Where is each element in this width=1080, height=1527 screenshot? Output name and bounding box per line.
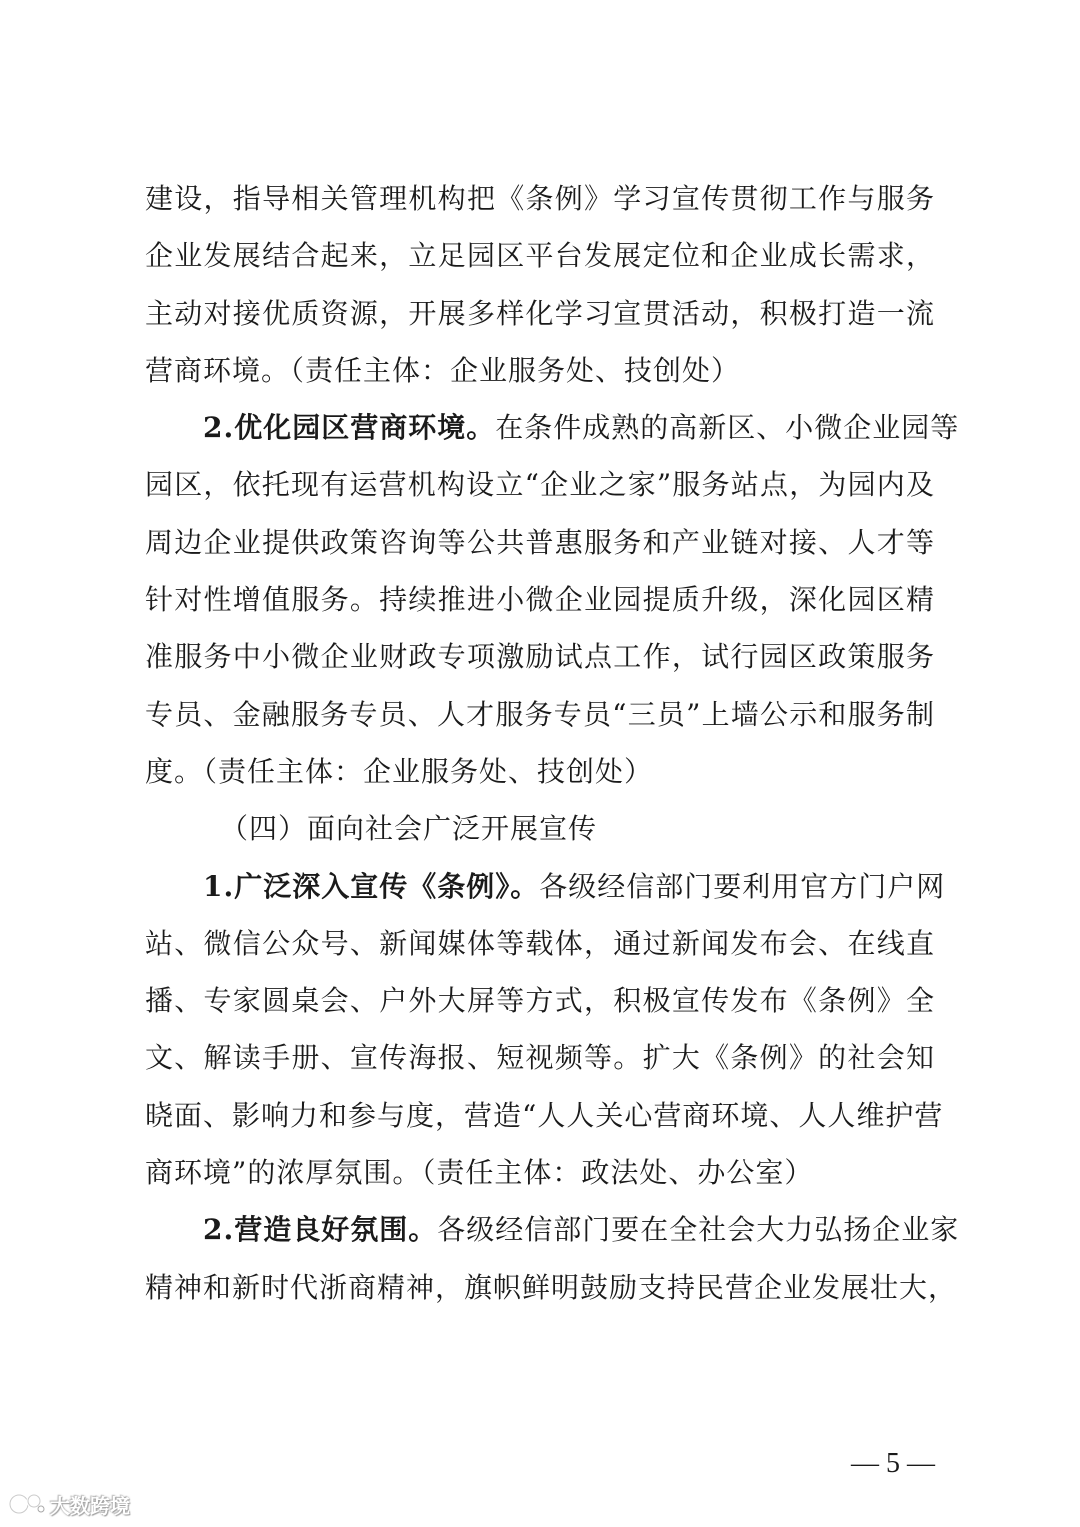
page-number: — 5 — (851, 1448, 935, 1479)
text-line: 企业发展结合起来，立足园区平台发展定位和企业成长需求， (145, 239, 935, 273)
paragraph-heading: 2.优化园区营商环境。 (203, 411, 496, 445)
text-line: 针对性增值服务。持续推进小微企业园提质升级，深化园区精 (145, 583, 935, 617)
paragraph-text: 各级经信部门要利用官方门户网 (539, 869, 946, 903)
text-line: 精神和新时代浙商精神，旗帜鲜明鼓励支持民营企业发展壮大， (145, 1270, 958, 1304)
paragraph-heading: 2.营造良好氛围。 (203, 1213, 438, 1247)
paragraph-start-line (145, 858, 946, 915)
text-line: 度。（责任主体：企业服务处、技创处） (145, 754, 654, 788)
paragraph-heading: 1.广泛深入宣传《条例》。 (203, 869, 540, 903)
text-line: 专员、金融服务专员、人才服务专员“三员”上墙公示和服务制 (145, 697, 935, 731)
paragraph-start-line (145, 399, 960, 456)
paragraph-text: 各级经信部门要在全社会大力弘扬企业家 (437, 1213, 960, 1247)
text-line: 主动对接优质资源，开展多样化学习宣贯活动，积极打造一流 (145, 296, 935, 330)
text-line: 准服务中小微企业财政专项激励试点工作，试行园区政策服务 (145, 640, 935, 674)
text-line: 商环境”的浓厚氛围。（责任主体：政法处、办公室） (145, 1156, 814, 1190)
paragraph-start-line (145, 1201, 960, 1258)
text-line: 营商环境。（责任主体：企业服务处、技创处） (145, 353, 741, 387)
text-line: 建设，指导相关管理机构把《条例》学习宣传贯彻工作与服务 (145, 182, 935, 215)
text-line: 文、解读手册、宣传海报、短视频等。扩大《条例》的社会知 (145, 1041, 935, 1075)
text-line: 播、专家圆桌会、户外大屏等方式，积极宣传发布《条例》全 (145, 984, 935, 1018)
watermark-text: 大数跨境 (50, 1493, 130, 1518)
text-line: 周边企业提供政策咨询等公共普惠服务和产业链对接、人才等 (145, 525, 935, 559)
brand-logo-icon (8, 1491, 46, 1517)
paragraph-text: 在条件成熟的高新区、小微企业园等 (495, 411, 960, 445)
document-body (145, 170, 960, 1316)
watermark (8, 1490, 130, 1518)
section-heading: （四）面向社会广泛开展宣传 (220, 812, 598, 846)
text-line: 晓面、影响力和参与度，营造“人人关心营商环境、人人维护营 (145, 1098, 944, 1132)
text-line: 园区，依托现有运营机构设立“企业之家”服务站点，为园内及 (145, 468, 935, 502)
text-line: 站、微信公众号、新闻媒体等载体，通过新闻发布会、在线直 (145, 926, 935, 960)
